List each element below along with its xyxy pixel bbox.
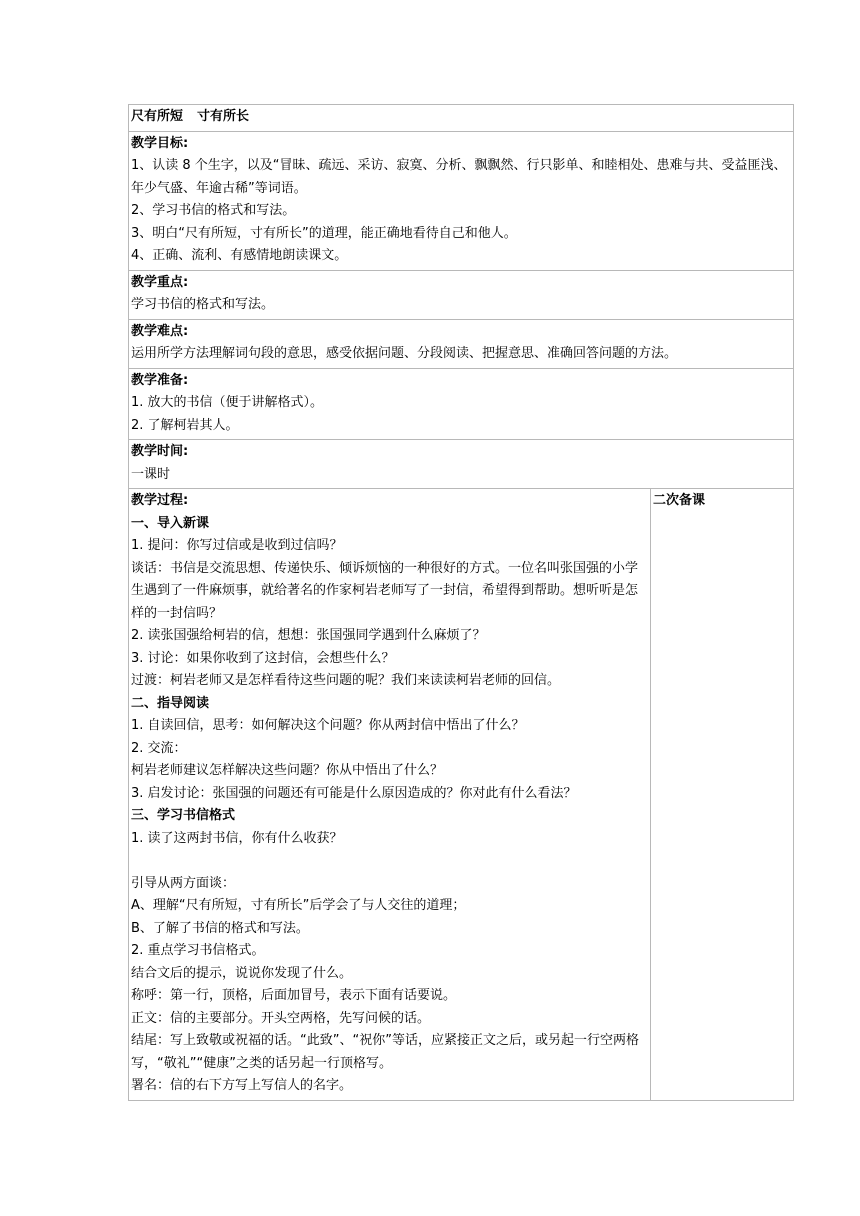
process-line: 称呼：第一行，顶格，后面加冒号，表示下面有话要说。 — [131, 988, 457, 1003]
process-line: 署名：信的右下方写上写信人的名字。 — [131, 1078, 353, 1093]
preparation-item: 1. 放大的书信（便于讲解格式）。 — [131, 395, 324, 410]
section-2-heading: 二、指导阅读 — [131, 695, 210, 711]
time-heading: 教学时间: — [131, 444, 189, 459]
title-row — [129, 105, 794, 132]
goal-item: 2、学习书信的格式和写法。 — [131, 203, 296, 218]
preparation-item: 2. 了解柯岩其人。 — [131, 417, 239, 433]
goal-item: 3、明白“尺有所短，寸有所长”的道理，能正确地看待自己和他人。 — [131, 225, 517, 241]
process-line: 2. 重点学习书信格式。 — [131, 943, 265, 958]
key-points-row — [129, 270, 794, 319]
process-line: 2. 交流： — [131, 740, 187, 756]
process-line: 3. 启发讨论：张国强的问题还有可能是什么原因造成的？你对此有什么看法？ — [131, 785, 577, 801]
goals-heading: 教学目标: — [131, 135, 189, 151]
process-line: 2. 读张国强给柯岩的信，想想：张国强同学遇到什么麻烦了？ — [131, 628, 486, 643]
preparation-cell — [129, 368, 794, 440]
process-line: 柯岩老师建议怎样解决这些问题？你从中悟出了什么？ — [131, 763, 444, 778]
lesson-title-main: 尺有所短 — [131, 109, 184, 124]
process-line: 1. 提问：你写过信或是收到过信吗？ — [131, 538, 343, 553]
difficulties-row — [129, 319, 794, 368]
key-points-cell — [129, 270, 794, 319]
preparation-row — [129, 368, 794, 440]
process-line: 结尾：写上致敬或祝福的话。“此致”、“祝你”等话，应紧接正文之后，或另起一行空两格写，“敬礼”“健康”之类的话另起一行顶格写。 — [131, 1033, 639, 1071]
process-line: 引导从两方面谈： — [131, 875, 236, 891]
goal-item: 4、正确、流利、有感情地朗读课文。 — [131, 248, 348, 263]
key-points-heading: 教学重点: — [131, 274, 189, 290]
lesson-title — [129, 105, 794, 132]
process-line: A、理解“尺有所短，寸有所长”后学会了与人交往的道理； — [131, 898, 466, 913]
blank-line — [131, 850, 648, 873]
goals-cell — [129, 131, 794, 270]
section-3-heading: 三、学习书信格式 — [131, 808, 236, 823]
process-line: 过渡：柯岩老师又是怎样看待这些问题的呢？我们来读读柯岩老师的回信。 — [131, 673, 561, 688]
process-heading: 教学过程: — [131, 493, 189, 508]
difficulties-heading: 教学难点: — [131, 323, 189, 339]
difficulties-text: 运用所学方法理解词句段的意思，感受依据问题、分段阅读、把握意思、准确回答问题的方法。 — [131, 346, 678, 361]
process-line: 3. 讨论：如果你收到了这封信，会想些什么？ — [131, 650, 395, 666]
second-prep-heading: 二次备课 — [653, 493, 706, 508]
section-1-heading: 一、导入新课 — [131, 515, 210, 531]
time-row — [129, 440, 794, 489]
process-cell — [129, 489, 651, 1101]
difficulties-cell — [129, 319, 794, 368]
process-line: 结合文后的提示，说说你发现了什么。 — [131, 965, 353, 981]
process-line: 正文：信的主要部分。开头空两格，先写问候的话。 — [131, 1010, 431, 1026]
process-line: 1. 读了这两封书信，你有什么收获？ — [131, 830, 343, 846]
process-line: B、了解了书信的格式和写法。 — [131, 920, 309, 936]
lesson-plan-table — [128, 104, 794, 1101]
preparation-heading: 教学准备: — [131, 372, 189, 388]
process-line: 1. 自读回信，思考：如何解决这个问题？你从两封信中悟出了什么？ — [131, 718, 525, 733]
process-line: 谈话：书信是交流思想、传递快乐、倾诉烦恼的一种很好的方式。一位名叫张国强的小学生遇到了一件麻烦事，就给著名的作家柯岩老师写了一封信，希望得到帮助。想听听是怎样的一封信吗？ — [131, 560, 639, 621]
goal-item: 1、认读 8 个生字，以及“冒昧、疏远、采访、寂寞、分析、飘飘然、行只影单、和睦相处、患难与共、受益匪浅、年少气盛、年逾古稀”等词语。 — [131, 158, 787, 196]
key-points-text: 学习书信的格式和写法。 — [131, 297, 275, 312]
time-text: 一课时 — [131, 466, 171, 482]
time-cell — [129, 440, 794, 489]
process-row — [129, 489, 794, 1101]
goals-row — [129, 131, 794, 270]
lesson-title-sub: 寸有所长 — [197, 109, 250, 124]
second-prep-cell — [651, 489, 794, 1101]
